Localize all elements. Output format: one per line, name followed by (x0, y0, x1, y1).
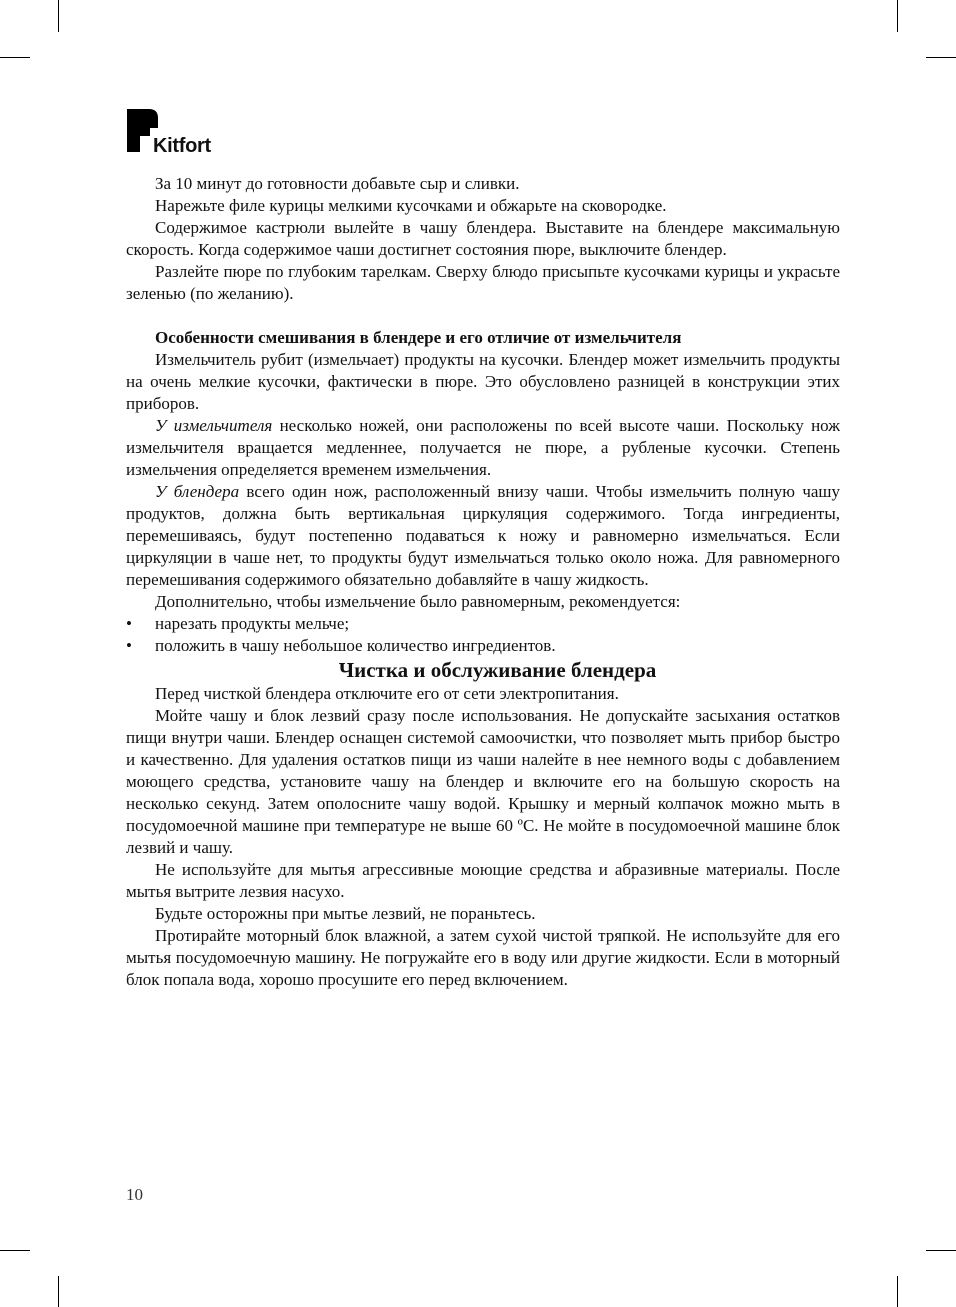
crop-mark (0, 1250, 30, 1251)
paragraph: Будьте осторожны при мытье лезвий, не пораньтесь. (155, 904, 536, 923)
bullet-icon: • (126, 636, 132, 655)
paragraph: Перед чисткой блендера отключите его от сети электропитания. (155, 684, 619, 703)
crop-mark (58, 0, 59, 32)
list-item (126, 613, 840, 635)
section-title: Чистка и обслуживание блендера (338, 658, 657, 682)
paragraph: Нарежьте филе курицы мелкими кусочками и обжарьте на сковородке. (155, 196, 667, 215)
section-heading: Особенности смешивания в блендере и его отличие от измельчителя (155, 328, 682, 347)
paragraph-text: всего один нож, расположенный внизу чаши. Чтобы измельчить полную чашу продуктов, должна быть вертикальная циркуляция содержимого. Тогда ингредиенты, перемешиваясь, будут постепенно подаваться к ножу и равномерно измельчаться. Если циркуляции в чаше нет, то продукты будут измельчаться только около ножа. Для равномерного перемешивания содержимого обязательно добавляйте в чашу жидкость. (126, 482, 841, 589)
crop-mark (926, 1250, 956, 1251)
list-item-text: нарезать продукты мельче; (155, 614, 350, 633)
paragraph (126, 415, 840, 481)
crop-mark (58, 1276, 59, 1307)
page-number: 10 (126, 1185, 143, 1204)
crop-mark (897, 1276, 898, 1307)
paragraph: Содержимое кастрюли вылейте в чашу блендера. Выставите на блендере максимальную скорость. Когда содержимое чаши достигнет состояния пюре, выключите блендер. (126, 218, 840, 259)
crop-mark (897, 0, 898, 32)
paragraph: Протирайте моторный блок влажной, а затем сухой чистой тряпкой. Не используйте для его мытья посудомоечную машину. Не погружайте его в воду или другие жидкости. Если в моторный блок попала вода, хорошо просушите его перед включением. (126, 926, 840, 989)
brand-name: Kitfort (153, 135, 211, 157)
paragraph: Мойте чашу и блок лезвий сразу после использования. Не допускайте засыхания остатков пищи внутри чаши. Блендер оснащен системой самоочистки, что позволяет мыть прибор быстро и качественно. Для удаления остатков пищи из чаши налейте в нее немного воды с добавлением моющего средства, установите чашу на блендер и включите его на большую скорость на несколько секунд. Затем ополосните чашу водой. Крышку и мерный колпачок можно мыть в посудомоечной машине при температуре не выше 60 ºС. Не мойте в посудомоечной машине блок лезвий и чашу. (126, 706, 840, 857)
list-item (126, 635, 840, 657)
crop-mark (926, 57, 956, 58)
bullet-icon: • (126, 614, 132, 633)
paragraph: Разлейте пюре по глубоким тарелкам. Сверху блюдо присыпьте кусочками курицы и украсьте зеленью (по желанию). (126, 262, 840, 303)
paragraph-text: несколько ножей, они расположены по всей высоте чаши. Поскольку нож измельчителя вращается медленнее, получается не пюре, а рубленые кусочки. Степень измельчения определяется временем измельчения. (126, 416, 840, 479)
paragraph (126, 481, 840, 591)
bullet-list (126, 613, 840, 657)
paragraph: Дополнительно, чтобы измельчение было равномерным, рекомендуется: (155, 592, 681, 611)
emphasis: У измельчителя (155, 416, 273, 435)
emphasis: У блендера (155, 482, 240, 501)
list-item-text: положить в чашу небольшое количество ингредиентов. (155, 636, 556, 655)
paragraph: За 10 минут до готовности добавьте сыр и сливки. (155, 174, 520, 193)
page-content (126, 173, 840, 991)
crop-mark (0, 57, 30, 58)
paragraph: Не используйте для мытья агрессивные моющие средства и абразивные материалы. После мытья вытрите лезвия насухо. (126, 860, 840, 901)
paragraph: Измельчитель рубит (измельчает) продукты на кусочки. Блендер может измельчить продукты на очень мелкие кусочки, фактически в пюре. Это обусловлено разницей в конструкции этих приборов. (126, 350, 840, 413)
